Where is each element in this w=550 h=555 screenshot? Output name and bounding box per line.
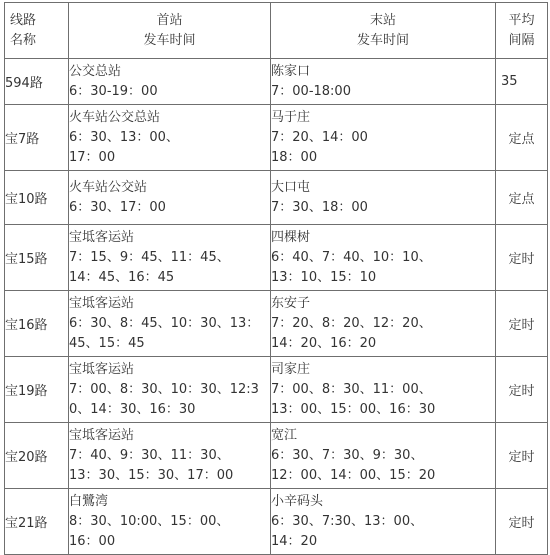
table-row <box>5 357 548 423</box>
line-name-cell: 宝19路 <box>5 357 69 423</box>
first-station-cell: 火车站公交总站 6：30、13：00、 17：00 <box>69 105 271 171</box>
interval-cell: 定时 <box>496 225 548 291</box>
table-row <box>5 291 548 357</box>
header-first-station: 首站 发车时间 <box>69 3 271 59</box>
header-row <box>5 3 548 59</box>
last-station-cell: 小辛码头 6：30、7:30、13：00、 14：20 <box>271 489 496 555</box>
last-station-cell: 陈家口 7：00-18:00 <box>271 59 496 105</box>
last-station-cell: 四棵树 6：40、7：40、10：10、 13：10、15：10 <box>271 225 496 291</box>
last-station-cell: 宽江 6：30、7：30、9：30、 12：00、14：00、15：20 <box>271 423 496 489</box>
line-name-cell: 宝7路 <box>5 105 69 171</box>
interval-cell: 定时 <box>496 291 548 357</box>
table-row <box>5 105 548 171</box>
interval-cell: 定点 <box>496 171 548 225</box>
line-name-cell: 宝21路 <box>5 489 69 555</box>
interval-cell: 定点 <box>496 105 548 171</box>
table-row <box>5 225 548 291</box>
last-station-cell: 马于庄 7：20、14：00 18：00 <box>271 105 496 171</box>
last-station-cell: 大口屯 7：30、18：00 <box>271 171 496 225</box>
first-station-cell: 宝坻客运站 7：00、8：30、10：30、12:3 0、14：30、16：30 <box>69 357 271 423</box>
last-station-cell: 东安子 7：20、8：20、12：20、 14：20、16：20 <box>271 291 496 357</box>
first-station-cell: 宝坻客运站 7：15、9：45、11：45、 14：45、16：45 <box>69 225 271 291</box>
header-interval: 平均 间隔 <box>496 3 548 59</box>
bus-schedule-table <box>4 2 548 555</box>
table-row <box>5 59 548 105</box>
line-name-cell: 宝16路 <box>5 291 69 357</box>
interval-cell: 35 <box>496 59 548 105</box>
line-name-cell: 594路 <box>5 59 69 105</box>
first-station-cell: 公交总站 6：30-19：00 <box>69 59 271 105</box>
first-station-cell: 宝坻客运站 7：40、9：30、11：30、 13：30、15：30、17：00 <box>69 423 271 489</box>
table-row <box>5 171 548 225</box>
line-name-cell: 宝10路 <box>5 171 69 225</box>
first-station-cell: 火车站公交站 6：30、17：00 <box>69 171 271 225</box>
first-station-cell: 白鷺湾 8：30、10:00、15：00、 16：00 <box>69 489 271 555</box>
interval-cell: 定时 <box>496 489 548 555</box>
line-name-cell: 宝15路 <box>5 225 69 291</box>
interval-cell: 定时 <box>496 423 548 489</box>
header-line-name: 线路 名称 <box>5 3 69 59</box>
last-station-cell: 司家庄 7：00、8：30、11：00、 13：00、15：00、16：30 <box>271 357 496 423</box>
interval-cell: 定时 <box>496 357 548 423</box>
line-name-cell: 宝20路 <box>5 423 69 489</box>
table-row <box>5 423 548 489</box>
first-station-cell: 宝坻客运站 6：30、8：45、10：30、13： 45、15：45 <box>69 291 271 357</box>
table-row <box>5 489 548 555</box>
header-last-station: 末站 发车时间 <box>271 3 496 59</box>
